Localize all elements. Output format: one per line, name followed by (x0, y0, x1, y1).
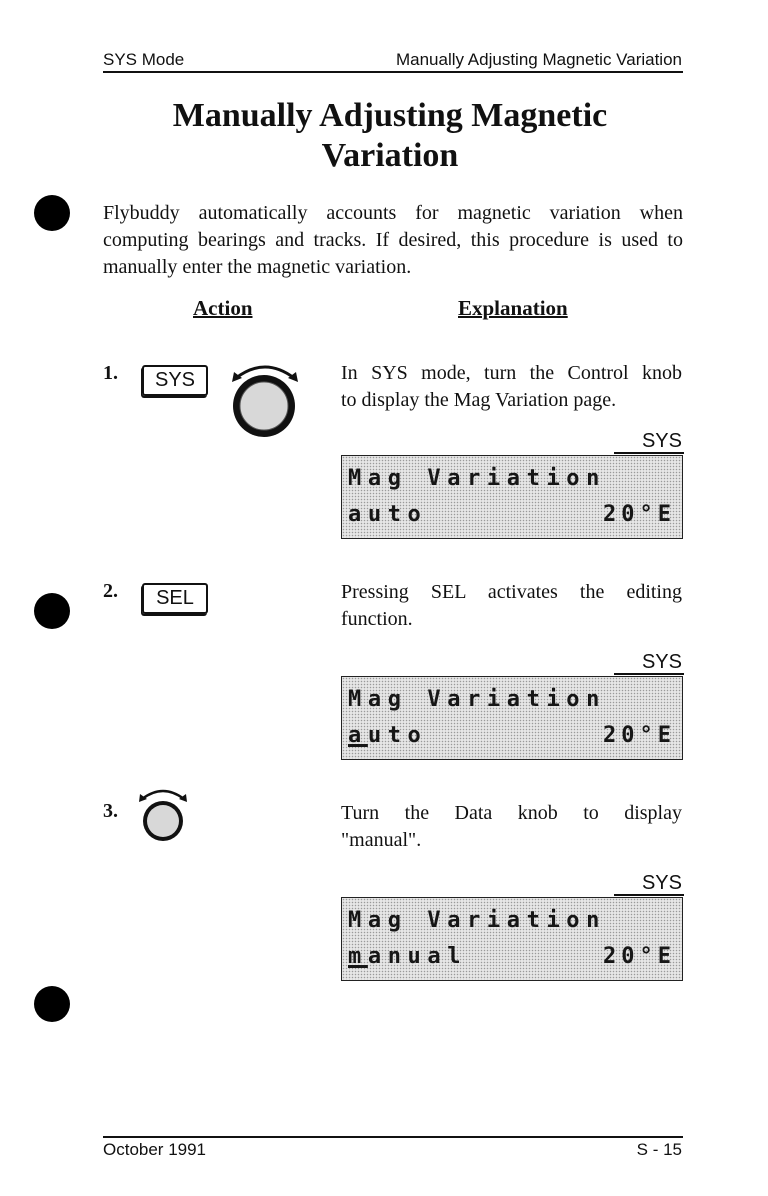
lcd-variation-value: 20°E (603, 944, 676, 969)
page-title (100, 96, 680, 176)
explanation-line: function. (341, 608, 413, 630)
header-rule (103, 71, 683, 73)
explanation-line: Pressing SEL activates the editing (341, 581, 682, 603)
step-number: 1. (103, 362, 118, 384)
lcd-row-title: Mag Variation (348, 466, 606, 491)
lcd-cursor: m (348, 944, 368, 969)
lcd-cursor: a (348, 723, 368, 748)
lcd-row-value (348, 498, 676, 532)
lcd-mode-rest: uto (367, 723, 428, 748)
lcd-row-value (348, 940, 676, 974)
mode-label: SYS (641, 872, 682, 894)
sys-key: SYS (142, 365, 208, 396)
page-title-line1: Manually Adjusting Magnetic (172, 97, 608, 134)
mode-label: SYS (641, 430, 682, 452)
binder-hole (34, 195, 70, 231)
lcd-mode-rest: anual (367, 944, 468, 969)
lcd-variation-value: 20°E (603, 502, 676, 527)
lcd-row-value (348, 719, 676, 753)
step-explanation (341, 579, 682, 633)
intro-paragraph: Flybuddy automatically accounts for magnetic variation when computing bearings and tracks. If desired, this procedure is used to manually enter the magnetic variation. (103, 202, 683, 278)
step-number: 2. (103, 580, 118, 602)
header-topic: Manually Adjusting Magnetic Variation (395, 50, 682, 69)
binder-hole (34, 986, 70, 1022)
lcd-mode-value (348, 719, 427, 753)
lcd-row-title: Mag Variation (348, 908, 606, 933)
control-knob-icon (230, 360, 300, 445)
explanation-column-heading: Explanation (458, 296, 568, 320)
binder-hole (34, 593, 70, 629)
action-column-heading: Action (193, 296, 253, 320)
mode-label-rule (614, 452, 684, 454)
lcd-display (341, 676, 683, 760)
explanation-line: Turn the Data knob to display (341, 802, 682, 824)
header-section: SYS Mode (103, 50, 185, 69)
sel-key: SEL (142, 583, 208, 614)
mode-label-rule (614, 673, 684, 675)
mode-label: SYS (641, 651, 682, 673)
step-explanation (341, 360, 682, 414)
page-title-line2: Variation (321, 137, 459, 174)
lcd-display (341, 897, 683, 981)
explanation-line: "manual". (341, 829, 422, 851)
footer-rule (103, 1136, 683, 1138)
mode-label-rule (614, 894, 684, 896)
lcd-row-title: Mag Variation (348, 687, 606, 712)
lcd-display (341, 455, 683, 539)
data-knob-icon (137, 785, 189, 850)
lcd-mode-value: auto (348, 502, 428, 527)
lcd-mode-value (348, 940, 467, 974)
step-number: 3. (103, 800, 118, 822)
lcd-variation-value: 20°E (603, 723, 676, 748)
step-explanation (341, 800, 682, 854)
page-number: S - 15 (636, 1140, 682, 1159)
explanation-line: to display the Mag Variation page. (341, 389, 617, 411)
explanation-line: In SYS mode, turn the Control knob (341, 362, 682, 384)
footer-date: October 1991 (103, 1140, 207, 1159)
